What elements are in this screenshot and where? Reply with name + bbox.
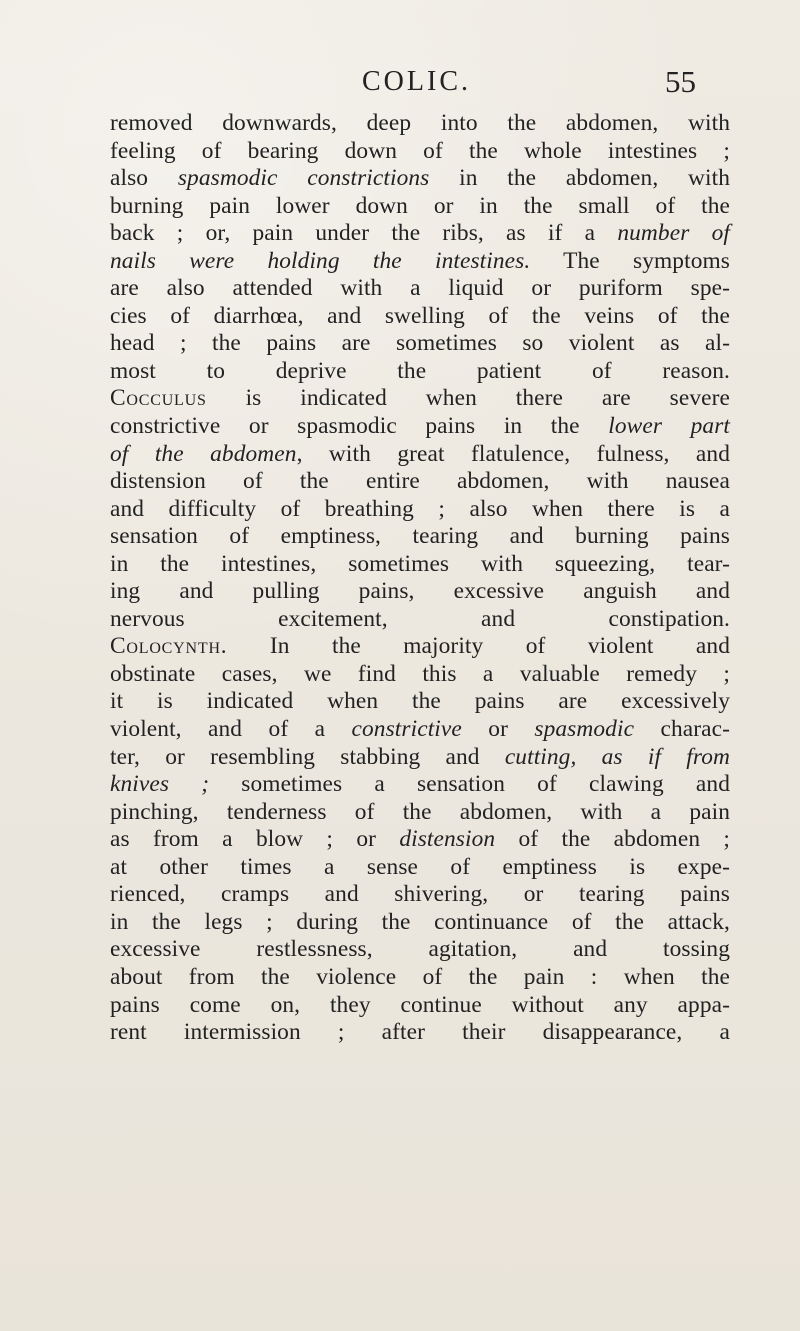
text-segment: in the legs ; during the continuance of the attack,	[110, 908, 730, 935]
page-number: 55	[665, 64, 696, 99]
text-line	[110, 826, 730, 854]
italic-text: number of	[617, 220, 731, 247]
italic-text: lower part	[608, 413, 730, 440]
text-segment: burning pain lower down or in the small of the	[110, 192, 730, 219]
text-segment: is indicated when there are severe	[206, 385, 730, 412]
text-segment: as from a blow ; or	[110, 826, 400, 853]
text-line	[110, 771, 730, 799]
text-line	[110, 193, 730, 221]
italic-text: distension	[399, 826, 496, 853]
text-line	[110, 688, 730, 716]
text-segment: most to deprive the patient of reason.	[110, 357, 730, 384]
text-line	[110, 248, 730, 276]
text-line	[110, 964, 730, 992]
text-segment: it is indicated when the pains are excessively	[110, 688, 730, 715]
italic-text: cutting, as if from	[504, 743, 730, 770]
italic-text: spasmodic constrictions	[177, 165, 430, 192]
text-segment: pains come on, they continue without any appa-	[110, 991, 730, 1018]
text-segment: In the majority of violent and	[227, 633, 730, 660]
text-line	[110, 744, 730, 772]
text-line	[110, 551, 730, 579]
running-header	[110, 66, 740, 102]
text-segment: distension of the entire abdomen, with nausea	[110, 468, 730, 495]
body-text	[110, 110, 730, 1047]
text-segment: constrictive or spasmodic pains in the	[110, 413, 609, 440]
text-segment: rienced, cramps and shivering, or tearing pains	[110, 881, 730, 908]
text-line	[110, 330, 730, 358]
text-line	[110, 413, 730, 441]
text-segment: in the intestines, sometimes with squeezing, tear-	[110, 550, 730, 577]
italic-text: constrictive	[351, 716, 462, 743]
text-line	[110, 633, 730, 661]
text-segment: removed downwards, deep into the abdomen, with	[110, 110, 730, 136]
italic-text: spasmodic	[534, 716, 635, 743]
text-segment: The symptoms	[530, 247, 730, 274]
text-segment: charac-	[634, 716, 730, 743]
text-segment: also	[110, 165, 178, 192]
text-line	[110, 303, 730, 331]
text-line	[110, 661, 730, 689]
text-segment: head ; the pains are sometimes so violent as al-	[110, 330, 730, 357]
text-line	[110, 385, 730, 413]
text-segment: sometimes a sensation of clawing and	[209, 771, 730, 798]
text-line	[110, 854, 730, 882]
text-line	[110, 881, 730, 909]
text-segment: at other times a sense of emptiness is expe-	[110, 853, 730, 880]
text-segment: of the abdomen ;	[495, 826, 731, 853]
italic-text: nails were holding the intestines.	[110, 247, 531, 274]
text-line	[110, 909, 730, 937]
text-line	[110, 716, 730, 744]
text-segment: , with great flatulence, fulness, and	[296, 440, 730, 467]
text-segment: and difficulty of breathing ; also when there is a	[110, 495, 730, 522]
text-line	[110, 992, 730, 1020]
text-line	[110, 523, 730, 551]
italic-text: of the abdomen	[110, 440, 297, 467]
text-segment: or	[461, 716, 535, 743]
text-line	[110, 496, 730, 524]
text-segment: cies of diarrhœa, and swelling of the veins of the	[110, 302, 730, 329]
text-line	[110, 441, 730, 469]
remedy-name: Colocynth.	[110, 633, 228, 660]
text-segment: nervous excitement, and constipation.	[110, 605, 730, 632]
text-segment: feeling of bearing down of the whole intestines ;	[110, 137, 730, 164]
text-line	[110, 468, 730, 496]
text-line	[110, 110, 730, 138]
remedy-name: Cocculus	[110, 385, 207, 412]
text-segment: excessive restlessness, agitation, and tossing	[110, 936, 730, 963]
text-segment: rent intermission ; after their disappearance, a	[110, 1019, 730, 1046]
text-segment: are also attended with a liquid or puriform spe-	[110, 275, 730, 302]
text-segment: pinching, tenderness of the abdomen, with a pain	[110, 798, 730, 825]
text-segment: obstinate cases, we find this a valuable remedy ;	[110, 660, 730, 687]
text-line	[110, 275, 730, 303]
text-segment: violent, and of a	[110, 716, 352, 743]
text-segment: sensation of emptiness, tearing and burning pains	[110, 523, 730, 550]
text-segment: ing and pulling pains, excessive anguish and	[110, 578, 730, 605]
text-segment: back ; or, pain under the ribs, as if a	[110, 220, 618, 247]
text-line	[110, 578, 730, 606]
text-segment: about from the violence of the pain : when the	[110, 963, 730, 990]
text-line	[110, 165, 730, 193]
italic-text: knives ;	[110, 771, 210, 798]
text-line	[110, 799, 730, 827]
text-line	[110, 1019, 730, 1047]
text-line	[110, 606, 730, 634]
running-head-title: COLIC.	[362, 66, 471, 97]
text-segment: in the abdomen, with	[429, 165, 730, 192]
text-segment: ter, or resembling stabbing and	[110, 743, 505, 770]
text-line	[110, 358, 730, 386]
text-line	[110, 220, 730, 248]
text-line	[110, 936, 730, 964]
text-line	[110, 138, 730, 166]
